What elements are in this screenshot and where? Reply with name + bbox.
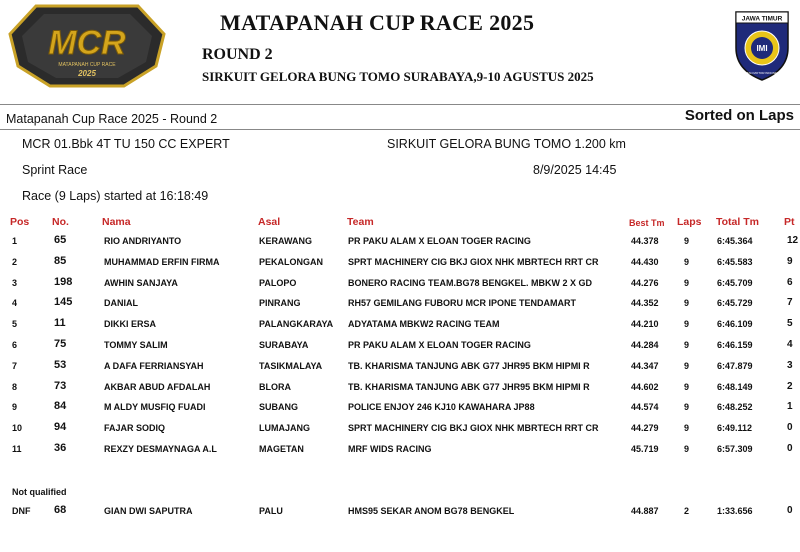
event-label: Matapanah Cup Race 2025 - Round 2 <box>6 112 218 126</box>
cell-best: 44.887 <box>631 506 659 516</box>
cell-team: POLICE ENJOY 246 KJ10 KAWAHARA JP88 <box>348 402 535 413</box>
cell-no: 198 <box>54 275 73 288</box>
table-row <box>0 337 800 355</box>
cell-best: 44.430 <box>631 256 659 267</box>
cell-pos: 4 <box>12 298 18 309</box>
svg-text:JAWA TIMUR: JAWA TIMUR <box>741 15 783 23</box>
cell-name: AWHIN SANJAYA <box>104 277 178 288</box>
page-title: MATAPANAH CUP RACE 2025 <box>220 10 535 35</box>
table-row <box>0 316 800 334</box>
circuit-label: SIRKUIT GELORA BUNG TOMO 1.200 km <box>387 137 626 151</box>
cell-total: 6:46.109 <box>717 319 753 330</box>
col-no: No. <box>52 216 69 228</box>
cell-total: 6:45.709 <box>717 277 753 288</box>
race-datetime: 8/9/2025 14:45 <box>533 163 617 177</box>
cell-asal: KERAWANG <box>259 236 313 246</box>
table-row <box>0 358 800 376</box>
cell-pos: 3 <box>12 277 18 288</box>
cell-pt: 4 <box>787 339 793 350</box>
cell-pt: 0 <box>787 505 793 516</box>
cell-team: SPRT MACHINERY CIG BKJ GIOX NHK MBRTECH RRT CR <box>348 256 599 267</box>
col-best: Best Tm <box>629 218 665 228</box>
cell-pt: 3 <box>787 359 793 371</box>
cell-total: 6:45.364 <box>717 236 753 246</box>
table-row <box>0 399 800 417</box>
cell-pos: 6 <box>12 340 18 350</box>
cell-team: BONERO RACING TEAM.BG78 BENGKEL. MBKW 2 X GD <box>348 277 593 288</box>
cell-total: 6:49.112 <box>717 423 753 434</box>
cell-name: GIAN DWI SAPUTRA <box>104 506 193 516</box>
svg-text:MCR: MCR <box>48 24 126 62</box>
cell-best: 45.719 <box>631 444 659 454</box>
cell-pt: 6 <box>787 276 793 288</box>
cell-asal: BLORA <box>259 381 291 392</box>
cell-pos: 11 <box>12 444 22 454</box>
cell-name: MUHAMMAD ERFIN FIRMA <box>104 256 220 267</box>
svg-text:MATAPANAH CUP RACE: MATAPANAH CUP RACE <box>58 62 116 68</box>
table-row <box>0 420 800 438</box>
cell-asal: TASIKMALAYA <box>259 360 323 371</box>
cell-no: 75 <box>54 338 67 350</box>
cell-laps: 9 <box>684 256 690 267</box>
cell-best: 44.378 <box>631 236 659 246</box>
cell-asal: PALU <box>259 506 283 516</box>
cell-no: 65 <box>54 234 67 246</box>
race-start: Race (9 Laps) started at 16:18:49 <box>22 189 209 203</box>
cell-no: 85 <box>54 254 67 267</box>
cell-pos: 8 <box>12 381 18 392</box>
table-row <box>0 275 800 293</box>
cell-pos: 7 <box>12 360 18 371</box>
cell-best: 44.347 <box>631 360 659 371</box>
cell-no: 53 <box>54 358 67 371</box>
cell-total: 6:48.252 <box>717 402 753 413</box>
cell-total: 6:46.159 <box>717 340 753 350</box>
cell-asal: MAGETAN <box>259 444 304 454</box>
table-row <box>0 379 800 397</box>
cell-asal: PINRANG <box>259 298 301 309</box>
cell-best: 44.210 <box>631 319 659 330</box>
cell-pt: 7 <box>787 297 793 309</box>
cell-total: 6:48.149 <box>717 381 753 392</box>
cell-name: M ALDY MUSFIQ FUADI <box>104 402 206 413</box>
cell-no: 94 <box>54 421 67 434</box>
imi-badge <box>732 8 792 82</box>
cell-asal: PALOPO <box>259 277 297 288</box>
cell-laps: 9 <box>684 298 690 309</box>
cell-laps: 9 <box>684 381 690 392</box>
col-total: Total Tm <box>716 216 759 228</box>
mcr-logo <box>6 4 168 88</box>
cell-best: 44.276 <box>631 277 659 288</box>
cell-best: 44.602 <box>631 381 659 392</box>
cell-best: 44.574 <box>631 402 659 413</box>
table-row <box>0 233 800 251</box>
cell-no: 68 <box>54 504 67 516</box>
cell-pt: 0 <box>787 422 793 434</box>
cell-pos: 9 <box>12 402 18 413</box>
venue-date: SIRKUIT GELORA BUNG TOMO SURABAYA,9-10 AGUSTUS 2025 <box>202 69 594 84</box>
cell-best: 44.279 <box>631 423 659 434</box>
cell-laps: 9 <box>684 236 690 246</box>
cell-team: TB. KHARISMA TANJUNG ABK G77 JHR95 BKM HIPMI R <box>348 381 590 392</box>
cell-laps: 9 <box>684 360 690 371</box>
cell-name: RIO ANDRIYANTO <box>104 236 182 246</box>
col-pt: Pt <box>784 216 795 228</box>
round-label: ROUND 2 <box>202 46 273 63</box>
cell-pos: 10 <box>12 423 23 434</box>
cell-no: 11 <box>54 317 66 330</box>
cell-pos: 1 <box>12 236 18 246</box>
cell-team: MRF WIDS RACING <box>348 444 432 454</box>
cell-asal: SURABAYA <box>259 340 309 350</box>
class-label: MCR 01.Bbk 4T TU 150 CC EXPERT <box>22 137 230 151</box>
cell-name: TOMMY SALIM <box>104 340 168 350</box>
col-name: Nama <box>102 216 131 228</box>
cell-total: 1:33.656 <box>717 506 753 516</box>
cell-team: PR PAKU ALAM X ELOAN TOGER RACING <box>348 236 531 246</box>
svg-text:IKATAN MOTOR INDONESIA: IKATAN MOTOR INDONESIA <box>742 71 782 75</box>
cell-total: 6:47.879 <box>717 360 753 371</box>
cell-name: A DAFA FERRIANSYAH <box>104 360 204 371</box>
race-type: Sprint Race <box>22 163 88 177</box>
sort-label: Sorted on Laps <box>684 107 794 124</box>
col-team: Team <box>347 216 374 228</box>
cell-total: 6:45.583 <box>717 256 753 267</box>
cell-laps: 9 <box>684 340 690 350</box>
table-row <box>0 295 800 313</box>
cell-best: 44.284 <box>631 340 659 350</box>
cell-total: 6:45.729 <box>717 298 753 309</box>
cell-pt: 5 <box>787 318 793 330</box>
cell-pos: 2 <box>12 256 18 267</box>
cell-team: RH57 GEMILANG FUBORU MCR IPONE TENDAMART <box>348 298 577 309</box>
table-row <box>0 254 800 272</box>
cell-name: FAJAR SODIQ <box>104 423 166 434</box>
cell-laps: 9 <box>684 423 690 434</box>
cell-best: 44.352 <box>631 298 659 309</box>
not-qualified-label: Not qualified <box>12 487 67 497</box>
cell-laps: 9 <box>684 319 690 330</box>
cell-no: 36 <box>54 442 67 454</box>
cell-no: 73 <box>54 379 67 392</box>
cell-laps: 9 <box>684 402 690 413</box>
cell-asal: SUBANG <box>259 402 299 413</box>
cell-pt: 1 <box>787 401 793 413</box>
svg-text:2025: 2025 <box>78 69 96 78</box>
cell-pos: DNF <box>12 506 31 516</box>
cell-team: ADYATAMA MBKW2 RACING TEAM <box>348 319 500 330</box>
cell-name: DANIAL <box>104 298 138 309</box>
table-row <box>0 503 800 521</box>
cell-team: PR PAKU ALAM X ELOAN TOGER RACING <box>348 340 531 350</box>
col-asal: Asal <box>258 216 281 228</box>
col-laps: Laps <box>677 216 702 228</box>
cell-pt: 0 <box>787 443 793 454</box>
cell-total: 6:57.309 <box>717 444 753 454</box>
cell-pos: 5 <box>12 319 18 330</box>
cell-laps: 2 <box>684 506 690 516</box>
cell-no: 84 <box>54 400 67 413</box>
svg-text:IMI: IMI <box>756 44 768 53</box>
cell-team: TB. KHARISMA TANJUNG ABK G77 JHR95 BKM HIPMI R <box>348 360 590 371</box>
cell-pt: 2 <box>787 380 793 392</box>
cell-pt: 12 <box>787 235 799 246</box>
table-row <box>0 441 800 459</box>
cell-no: 145 <box>54 296 73 309</box>
cell-laps: 9 <box>684 444 690 454</box>
cell-team: SPRT MACHINERY CIG BKJ GIOX NHK MBRTECH RRT CR <box>348 423 599 434</box>
cell-name: DIKKI ERSA <box>104 319 157 330</box>
cell-asal: PEKALONGAN <box>259 256 324 267</box>
cell-laps: 9 <box>684 277 690 288</box>
cell-pt: 9 <box>787 255 793 267</box>
cell-team: HMS95 SEKAR ANOM BG78 BENGKEL <box>348 506 515 516</box>
cell-asal: PALANGKARAYA <box>259 319 334 330</box>
cell-name: REXZY DESMAYNAGA A.L <box>104 444 217 454</box>
cell-asal: LUMAJANG <box>259 423 310 434</box>
col-pos: Pos <box>10 216 30 228</box>
cell-name: AKBAR ABUD AFDALAH <box>104 381 211 392</box>
